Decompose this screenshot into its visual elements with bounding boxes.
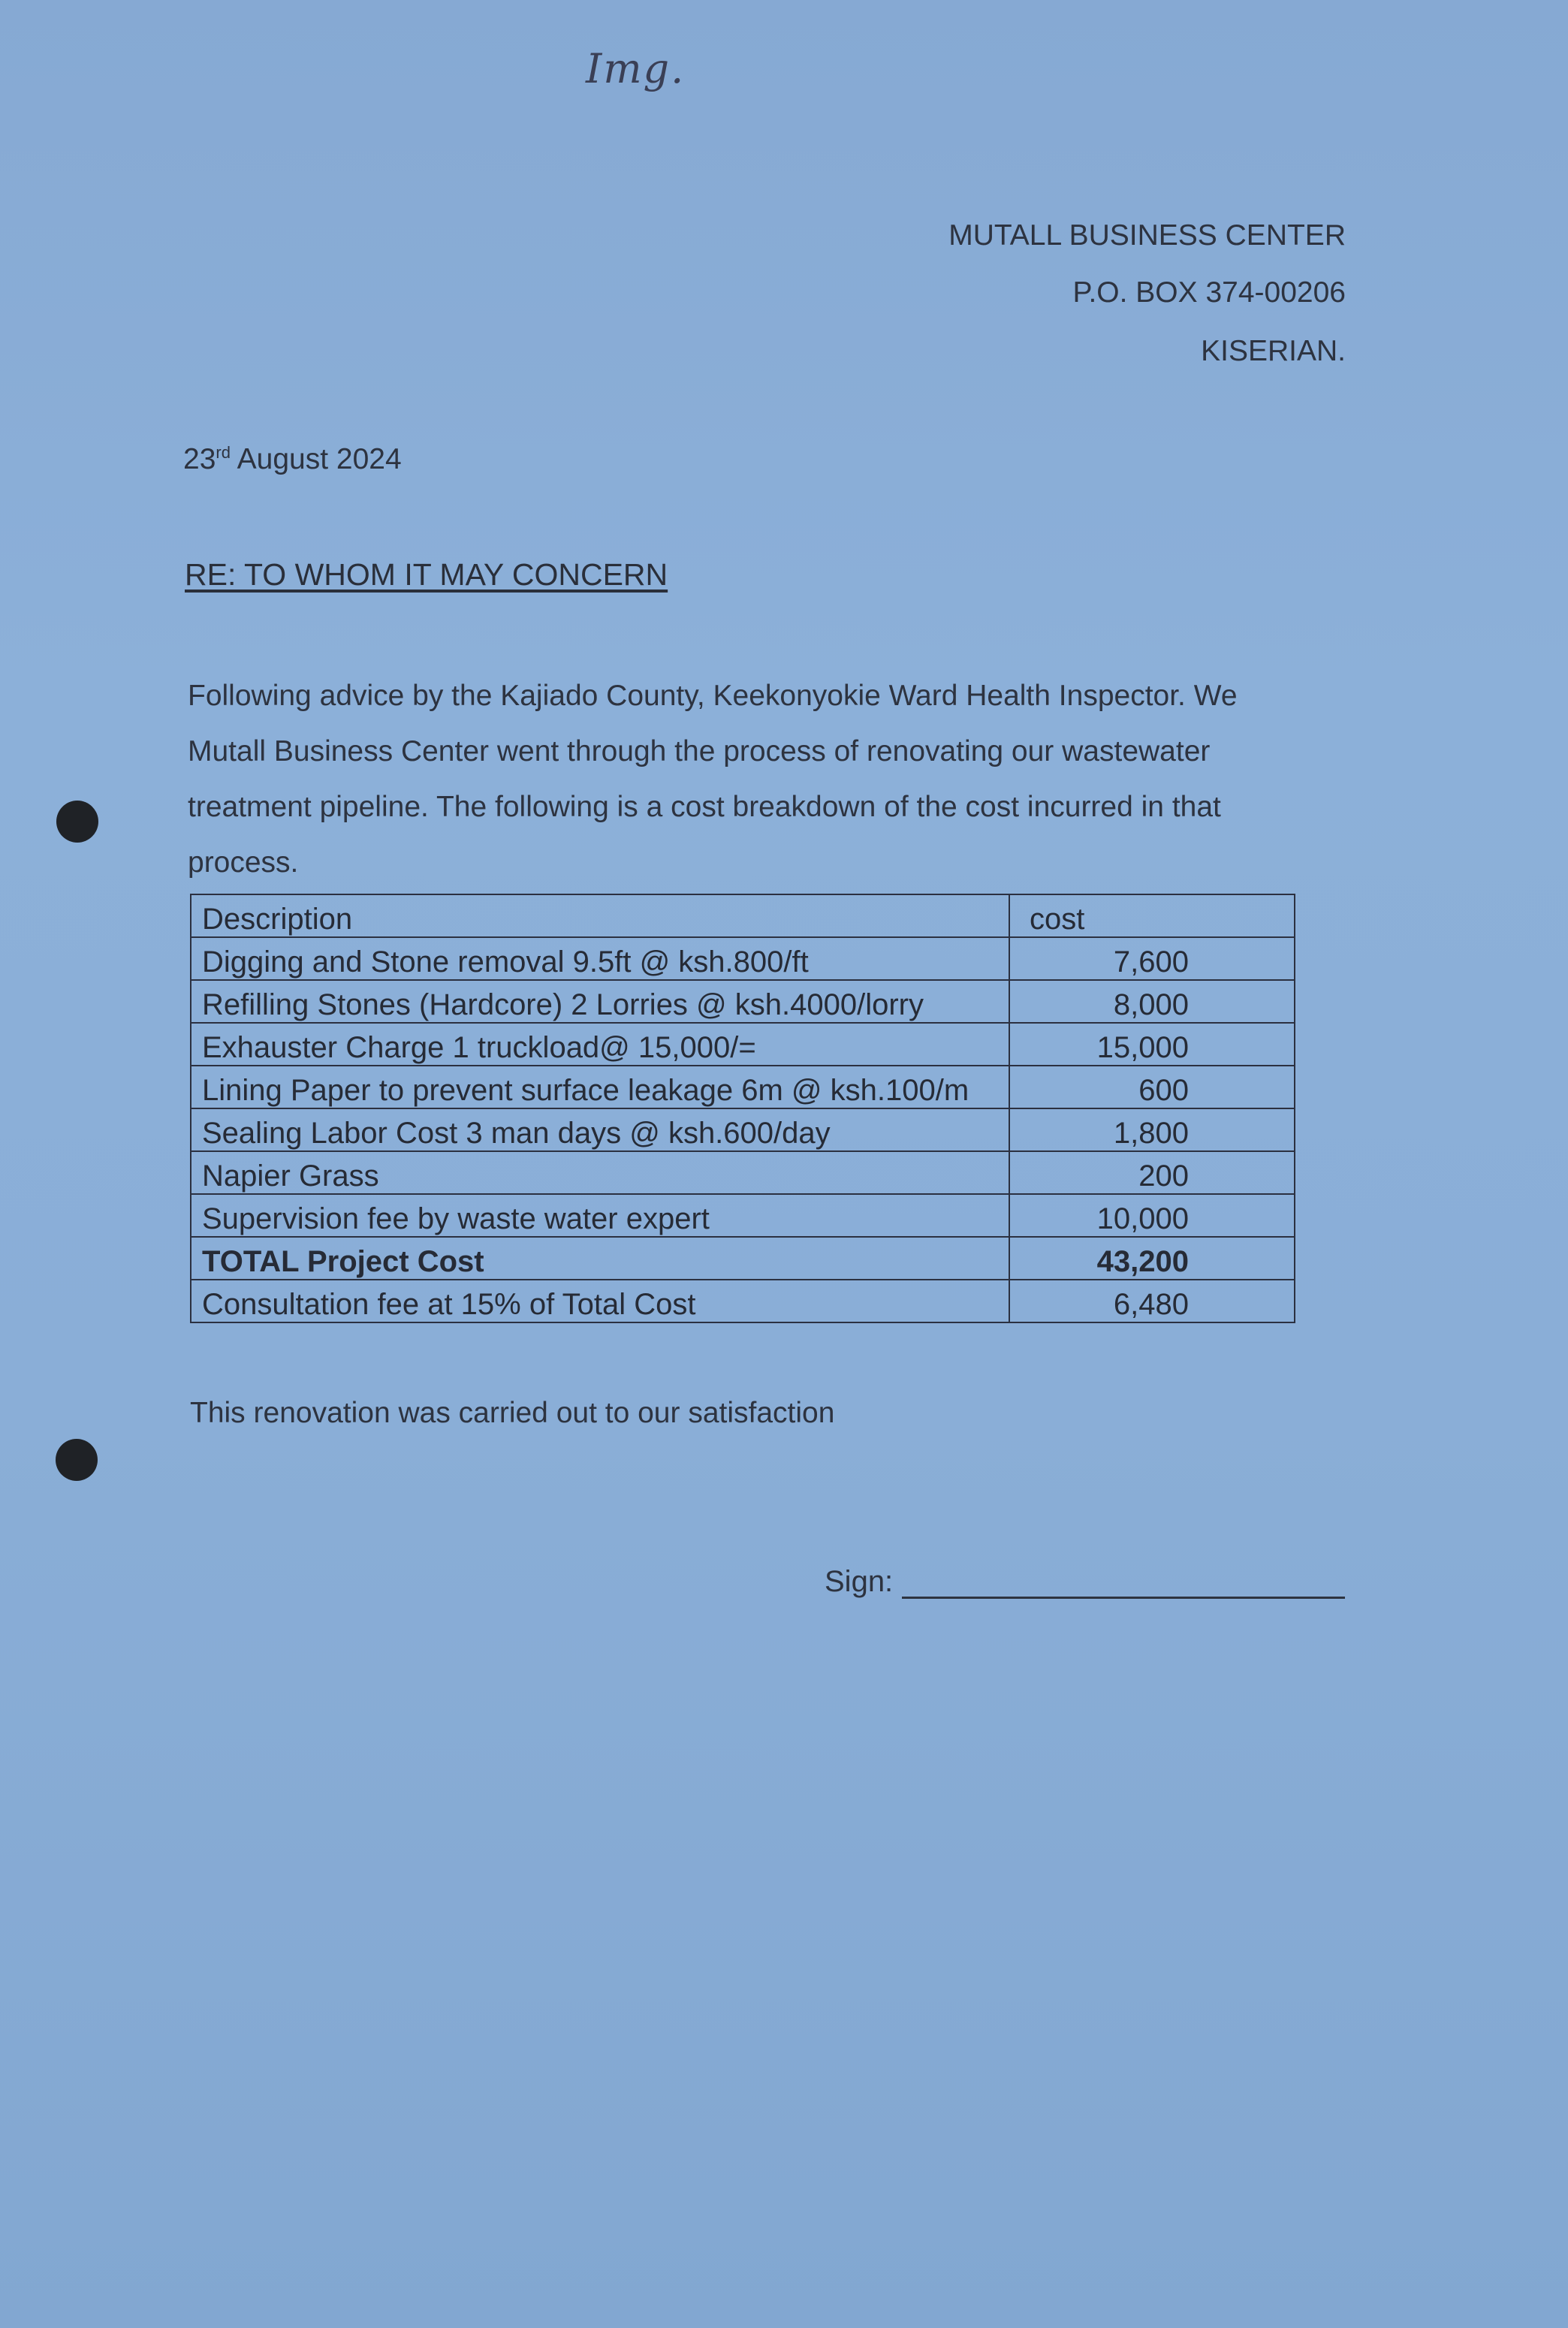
row-cost: 600 <box>1009 1066 1295 1108</box>
cost-table <box>190 894 1295 1323</box>
date-rest: August 2024 <box>230 443 402 475</box>
row-cost: 8,000 <box>1009 980 1295 1023</box>
punch-hole-upper <box>56 801 98 843</box>
row-description: Exhauster Charge 1 truckload@ 15,000/= <box>191 1023 1009 1066</box>
total-label: TOTAL Project Cost <box>191 1237 1009 1280</box>
row-description: Lining Paper to prevent surface leakage 6m @ ksh.100/m <box>191 1066 1009 1108</box>
signature-area <box>825 1565 1345 1599</box>
row-description: Supervision fee by waste water expert <box>191 1194 1009 1237</box>
table-row <box>191 1023 1295 1066</box>
signature-line[interactable] <box>902 1567 1345 1599</box>
sender-name: MUTALL BUSINESS CENTER <box>948 219 1346 252</box>
row-description: Consultation fee at 15% of Total Cost <box>191 1280 1009 1322</box>
table-row <box>191 980 1295 1023</box>
total-cost: 43,200 <box>1009 1237 1295 1280</box>
row-cost: 7,600 <box>1009 937 1295 980</box>
body-paragraph: Following advice by the Kajiado County, Keekonyokie Ward Health Inspector. We Mutall Business Center went through the process of renovating our wastewater treatment pipeline. The following is a cost breakdown of the cost incurred in that process. <box>188 680 1238 879</box>
row-cost: 200 <box>1009 1151 1295 1194</box>
total-row <box>191 1237 1295 1280</box>
header-description: Description <box>191 894 1009 937</box>
sender-town: KISERIAN. <box>1201 335 1346 367</box>
sender-box: P.O. BOX 374-00206 <box>1072 276 1346 309</box>
row-description: Napier Grass <box>191 1151 1009 1194</box>
row-cost: 6,480 <box>1009 1280 1295 1322</box>
date-day: 23 <box>183 443 216 475</box>
subject-line: RE: TO WHOM IT MAY CONCERN <box>185 557 668 592</box>
table-row <box>191 937 1295 980</box>
table-row <box>191 1066 1295 1108</box>
table-row <box>191 1151 1295 1194</box>
row-description: Refilling Stones (Hardcore) 2 Lorries @ ksh.4000/lorry <box>191 980 1009 1023</box>
table-header-row <box>191 894 1295 937</box>
row-cost: 1,800 <box>1009 1108 1295 1151</box>
punch-hole-lower <box>56 1439 98 1481</box>
row-cost: 10,000 <box>1009 1194 1295 1237</box>
row-description: Digging and Stone removal 9.5ft @ ksh.800/ft <box>191 937 1009 980</box>
letter-date <box>183 443 402 476</box>
table-row <box>191 1280 1295 1322</box>
table-row <box>191 1194 1295 1237</box>
table-row <box>191 1108 1295 1151</box>
header-cost: cost <box>1009 894 1295 937</box>
date-suffix: rd <box>216 443 231 462</box>
sign-label: Sign: <box>825 1565 894 1598</box>
closing-statement: This renovation was carried out to our satisfaction <box>190 1397 835 1429</box>
handwritten-note: Img. <box>586 45 686 92</box>
row-cost: 15,000 <box>1009 1023 1295 1066</box>
row-description: Sealing Labor Cost 3 man days @ ksh.600/day <box>191 1108 1009 1151</box>
